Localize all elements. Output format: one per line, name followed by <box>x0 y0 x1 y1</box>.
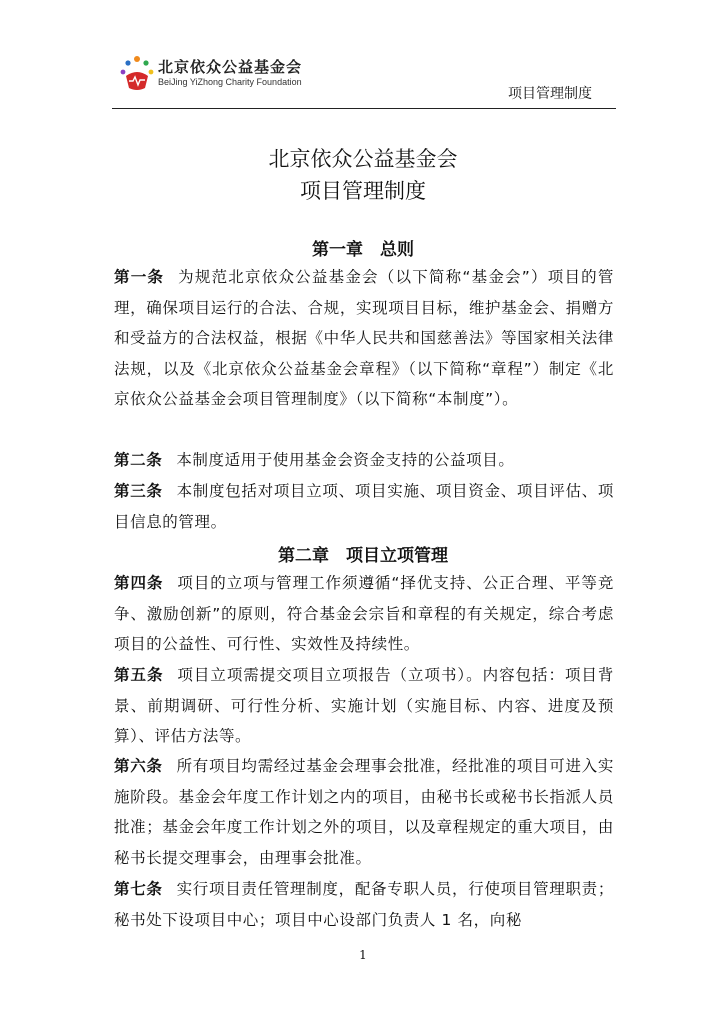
article-paragraph <box>114 874 614 935</box>
article-label: 第四条 <box>114 574 164 592</box>
article-text: 项目的立项与管理工作须遵循“择优支持、公正合理、平等竞争、激励创新”的原则，符合基金会宗旨和章程的有关规定，综合考虑项目的公益性、可行性、实效性及持续性。 <box>114 574 614 653</box>
article-paragraph <box>114 751 614 873</box>
article-text: 本制度适用于使用基金会资金支持的公益项目。 <box>176 451 515 469</box>
article-label: 第三条 <box>114 482 163 500</box>
article-paragraph <box>114 660 614 752</box>
logo-org-name: 北京依众公益基金会 <box>158 58 303 76</box>
document-title-doc: 项目管理制度 <box>300 179 426 203</box>
article-label: 第六条 <box>114 757 163 775</box>
document-title-org: 北京依众公益基金会 <box>268 147 458 171</box>
article-label: 第二条 <box>114 451 163 469</box>
chapter-heading: 第二章 项目立项管理 <box>278 546 448 566</box>
article-paragraph <box>114 568 614 660</box>
foundation-logo <box>118 54 318 94</box>
article-label: 第七条 <box>114 880 163 898</box>
article-label: 第五条 <box>114 666 164 684</box>
article-text: 项目立项需提交项目立项报告（立项书）。内容包括：项目背景、前期调研、可行性分析、实施计划（实施目标、内容、进度及预算）、评估方法等。 <box>114 666 614 745</box>
page-number: 1 <box>359 948 367 962</box>
article-paragraph <box>114 262 614 415</box>
article-label: 第一条 <box>114 268 165 286</box>
article-paragraph <box>114 445 614 476</box>
header-doc-title: 项目管理制度 <box>508 86 592 102</box>
logo-org-name-english: BeiJing YiZhong Charity Foundation <box>158 77 302 87</box>
article-text: 实行项目责任管理制度，配备专职人员，行使项目管理职责；秘书处下设项目中心；项目中心设部门负责人 1 名，向秘 <box>114 880 614 929</box>
article-text: 本制度包括对项目立项、项目实施、项目资金、项目评估、项目信息的管理。 <box>114 482 614 531</box>
logo-emblem-icon <box>118 54 156 92</box>
header-divider <box>112 108 616 109</box>
chapter-heading: 第一章 总则 <box>312 240 414 260</box>
article-text: 所有项目均需经过基金会理事会批准，经批准的项目可进入实施阶段。基金会年度工作计划之内的项目，由秘书长或秘书长指派人员批准；基金会年度工作计划之外的项目，以及章程规定的重大项目，由秘书长提交理事会，由理事会批准。 <box>114 757 614 867</box>
article-paragraph <box>114 476 614 537</box>
article-text: 为规范北京依众公益基金会（以下简称“基金会”）项目的管理，确保项目运行的合法、合规，实现项目目标，维护基金会、捐赠方和受益方的合法权益，根据《中华人民共和国慈善法》等国家相关法律法规，以及《北京依众公益基金会章程》（以下简称“章程”）制定《北京依众公益基金会项目管理制度》（以下简称“本制度”）。 <box>114 268 614 408</box>
